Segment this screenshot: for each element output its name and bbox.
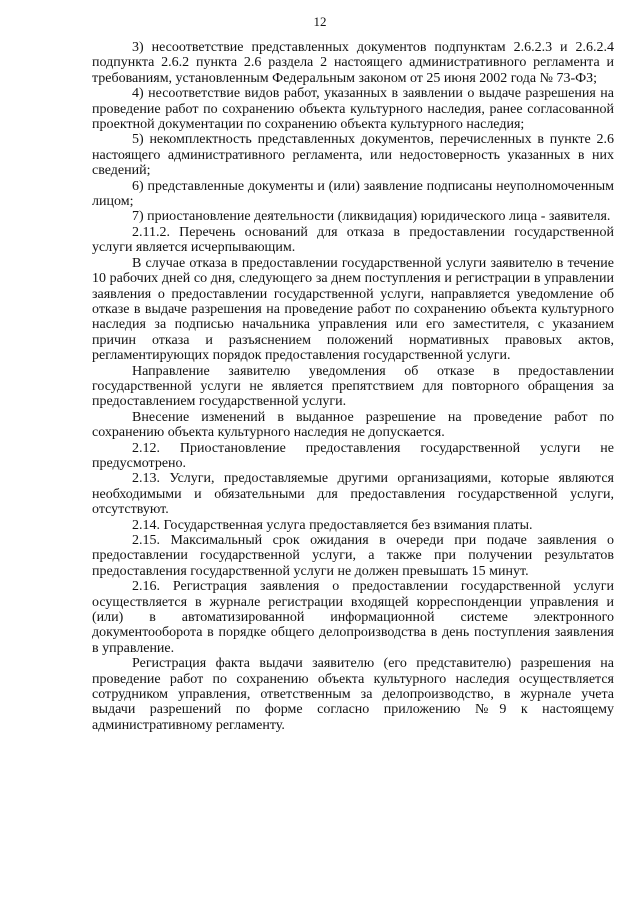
paragraph-item-3: 3) несоответствие представленных документов подпунктам 2.6.2.3 и 2.6.2.4 подпункта 2.6.2 пункта 2.6 раздела 2 настоящего административного регламента и требованиям, установленным Федеральным законом от 25 июня 2002 года № 73-ФЗ;	[92, 40, 614, 86]
page-number: 12	[313, 14, 327, 29]
paragraph-2-14: 2.14. Государственная услуга предоставляется без взимания платы.	[132, 517, 533, 533]
paragraph-2-11-2: 2.11.2. Перечень оснований для отказа в предоставлении государственной услуги является исчерпывающим.	[92, 224, 614, 256]
paragraph-item-7: 7) приостановление деятельности (ликвидация) юридического лица - заявителя.	[132, 209, 611, 225]
paragraph-no-amendments: Внесение изменений в выданное разрешение на проведение работ по сохранению объекта культурного наследия не допускается.	[92, 409, 614, 441]
paragraph-issuance-registration: Регистрация факта выдачи заявителю (его представителю) разрешения на проведение работ по сохранению объекта культурного наследия осуществляется сотрудником управления, ответственным за делопроизводство, в журнале учета выдачи разрешений по форме согласно приложению №9 к настоящему административному регламенту.	[92, 656, 614, 733]
paragraph-2-16: 2.16. Регистрация заявления о предоставлении государственной услуги осуществляется в журнале регистрации входящей корреспонденции управления и (или) в автоматизированной информационной системе электронного документооборота в порядке общего делопроизводства в день поступления заявления в управление.	[92, 579, 614, 656]
document-body	[92, 40, 614, 733]
paragraph-refusal-notice: В случае отказа в предоставлении государственной услуги заявителю в течение 10 рабочих дней со дня, следующего за днем поступления и регистрации в управлении заявления о предоставлении государственной услуги, направляется уведомление об отказе в выдаче разрешения на проведение работ по сохранению объекта культурного наследия за подписью начальника управления или его заместителя, с указанием причин отказа и разъяснением положений нормативных правовых актов, регламентирующих порядок предоставления государственной услуги.	[92, 255, 614, 364]
paragraph-item-4: 4) несоответствие видов работ, указанных в заявлении о выдаче разрешения на проведение работ по сохранению объекта культурного наследия, ранее согласованной проектной документации по сохранению объекта культурного наследия;	[92, 86, 614, 133]
paragraph-2-13: 2.13. Услуги, предоставляемые другими организациями, которые являются необходимыми и обязательными для предоставления государственной услуги, отсутствуют.	[92, 471, 614, 518]
paragraph-2-12: 2.12. Приостановление предоставления государственной услуги не предусмотрено.	[92, 440, 614, 471]
paragraph-reapplication: Направление заявителю уведомления об отказе в предоставлении государственной услуги не является препятствием для повторного обращения за предоставлением государственной услуги.	[92, 363, 614, 410]
paragraph-item-6: 6) представленные документы и (или) заявление подписаны неуполномоченным лицом;	[92, 178, 614, 210]
paragraph-item-5: 5) некомплектность представленных документов, перечисленных в пункте 2.6 настоящего административного регламента, или недостоверность указанных в них сведений;	[92, 132, 614, 179]
paragraph-2-15: 2.15. Максимальный срок ожидания в очереди при подаче заявления о предоставлении государственной услуги, а также при получении результатов предоставления государственной услуги не должен превышать 15 минут.	[92, 533, 614, 579]
